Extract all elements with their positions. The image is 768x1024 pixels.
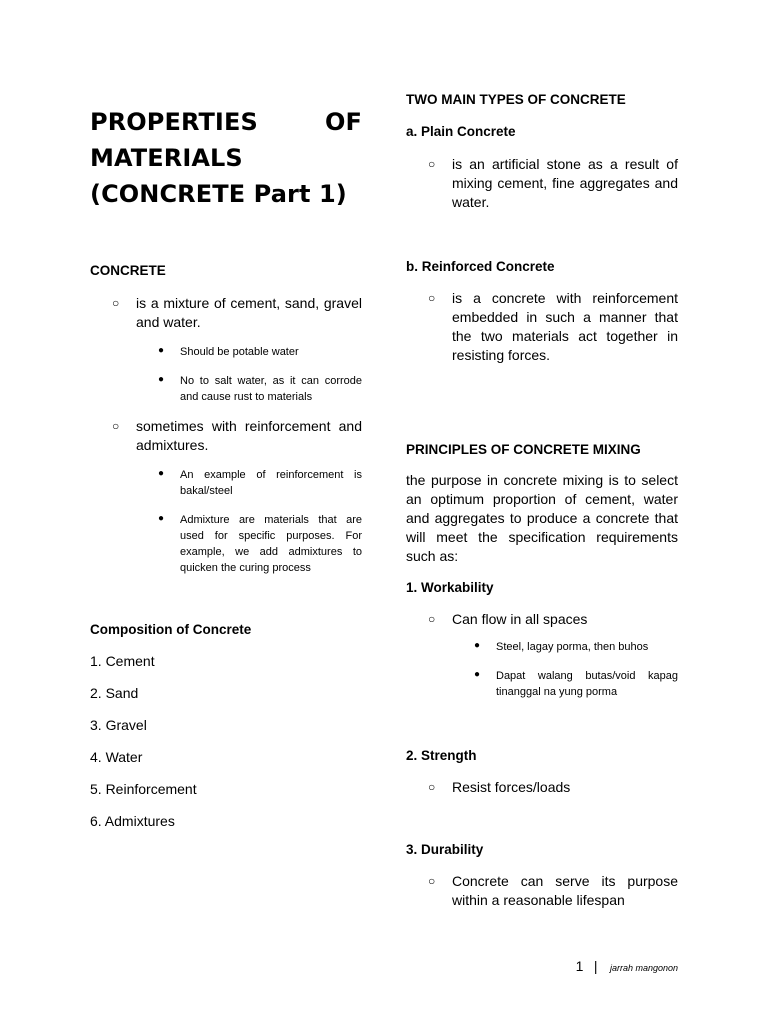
mixing-heading: PRINCIPLES OF CONCRETE MIXING [406, 442, 641, 457]
list-item: 3. Gravel [90, 717, 147, 733]
reinforced-concrete-item: ○ is a concrete with reinforcement embedded in such a manner that the two materials act together in resisting forces. [428, 290, 678, 363]
reinforced-concrete-heading: b. Reinforced Concrete [406, 259, 555, 274]
concrete-item-reinforcement-sublist [90, 467, 362, 576]
hollow-circle-icon: ○ [428, 780, 436, 794]
concrete-item-reinforcement: ○ sometimes with reinforcement and admixtures. [112, 418, 362, 453]
strength-item: ○ Resist forces/loads [428, 779, 571, 795]
plain-concrete-item: ○ is an artificial stone as a result of mixing cement, fine aggregates and water. [428, 156, 678, 210]
bullet-icon: ● [158, 468, 165, 479]
concrete-heading: CONCRETE [90, 263, 166, 278]
list-item: ● Steel, lagay porma, then buhos [474, 640, 649, 653]
bullet-icon: ● [158, 374, 165, 385]
right-column [406, 91, 678, 910]
concrete-item-mixture: ○ is a mixture of cement, sand, gravel and water. [112, 295, 362, 330]
hollow-circle-icon: ○ [428, 157, 436, 171]
concrete-item-mixture-sublist [90, 344, 362, 405]
workability-sublist [406, 639, 678, 700]
workability-item: ○ Can flow in all spaces [428, 611, 588, 627]
footer-separator: | [593, 958, 598, 974]
bullet-icon: ● [158, 345, 165, 356]
composition-list [90, 652, 362, 831]
types-heading: TWO MAIN TYPES OF CONCRETE [406, 92, 626, 107]
page-number: 1 [575, 958, 584, 974]
hollow-circle-icon: ○ [428, 612, 436, 626]
list-item: 4. Water [90, 749, 143, 765]
title-line-2: MATERIALS [90, 144, 243, 172]
list-item: 2. Sand [90, 685, 139, 701]
left-column [90, 104, 362, 831]
bullet-icon: ● [158, 513, 165, 524]
strength-heading: 2. Strength [406, 748, 477, 763]
page-title [90, 104, 362, 212]
mixing-intro: the purpose in concrete mixing is to select an optimum proportion of cement, water and aggregates to produce a concrete that will meet the specification requirements such as: [406, 472, 678, 564]
bullet-icon: ● [474, 640, 481, 651]
list-item: 1. Cement [90, 653, 155, 669]
list-item: 5. Reinforcement [90, 781, 197, 797]
list-item: 6. Admixtures [90, 813, 175, 829]
list-item: ● Admixture are materials that are used for specific purposes. For example, we add admixtures to quicken the curing process [158, 513, 362, 574]
bullet-icon: ● [474, 669, 481, 680]
hollow-circle-icon: ○ [112, 296, 120, 310]
durability-item: ○ Concrete can serve its purpose within a reasonable lifespan [428, 873, 678, 908]
composition-heading: Composition of Concrete [90, 622, 252, 637]
page-footer [0, 958, 678, 976]
title-line-1: PROPERTIES OF [90, 108, 362, 136]
list-item: ● Dapat walang butas/void kapag tinanggal na yung porma [474, 669, 678, 698]
list-item: ● Should be potable water [158, 345, 299, 358]
durability-heading: 3. Durability [406, 842, 484, 857]
list-item: ● An example of reinforcement is bakal/steel [158, 468, 362, 497]
hollow-circle-icon: ○ [428, 874, 436, 888]
author-name: jarrah mangonon [609, 963, 678, 973]
workability-heading: 1. Workability [406, 580, 494, 595]
title-line-3: (CONCRETE Part 1) [90, 180, 347, 208]
plain-concrete-heading: a. Plain Concrete [406, 124, 516, 139]
hollow-circle-icon: ○ [428, 291, 436, 305]
list-item: ● No to salt water, as it can corrode and cause rust to materials [158, 374, 362, 403]
hollow-circle-icon: ○ [112, 419, 120, 433]
